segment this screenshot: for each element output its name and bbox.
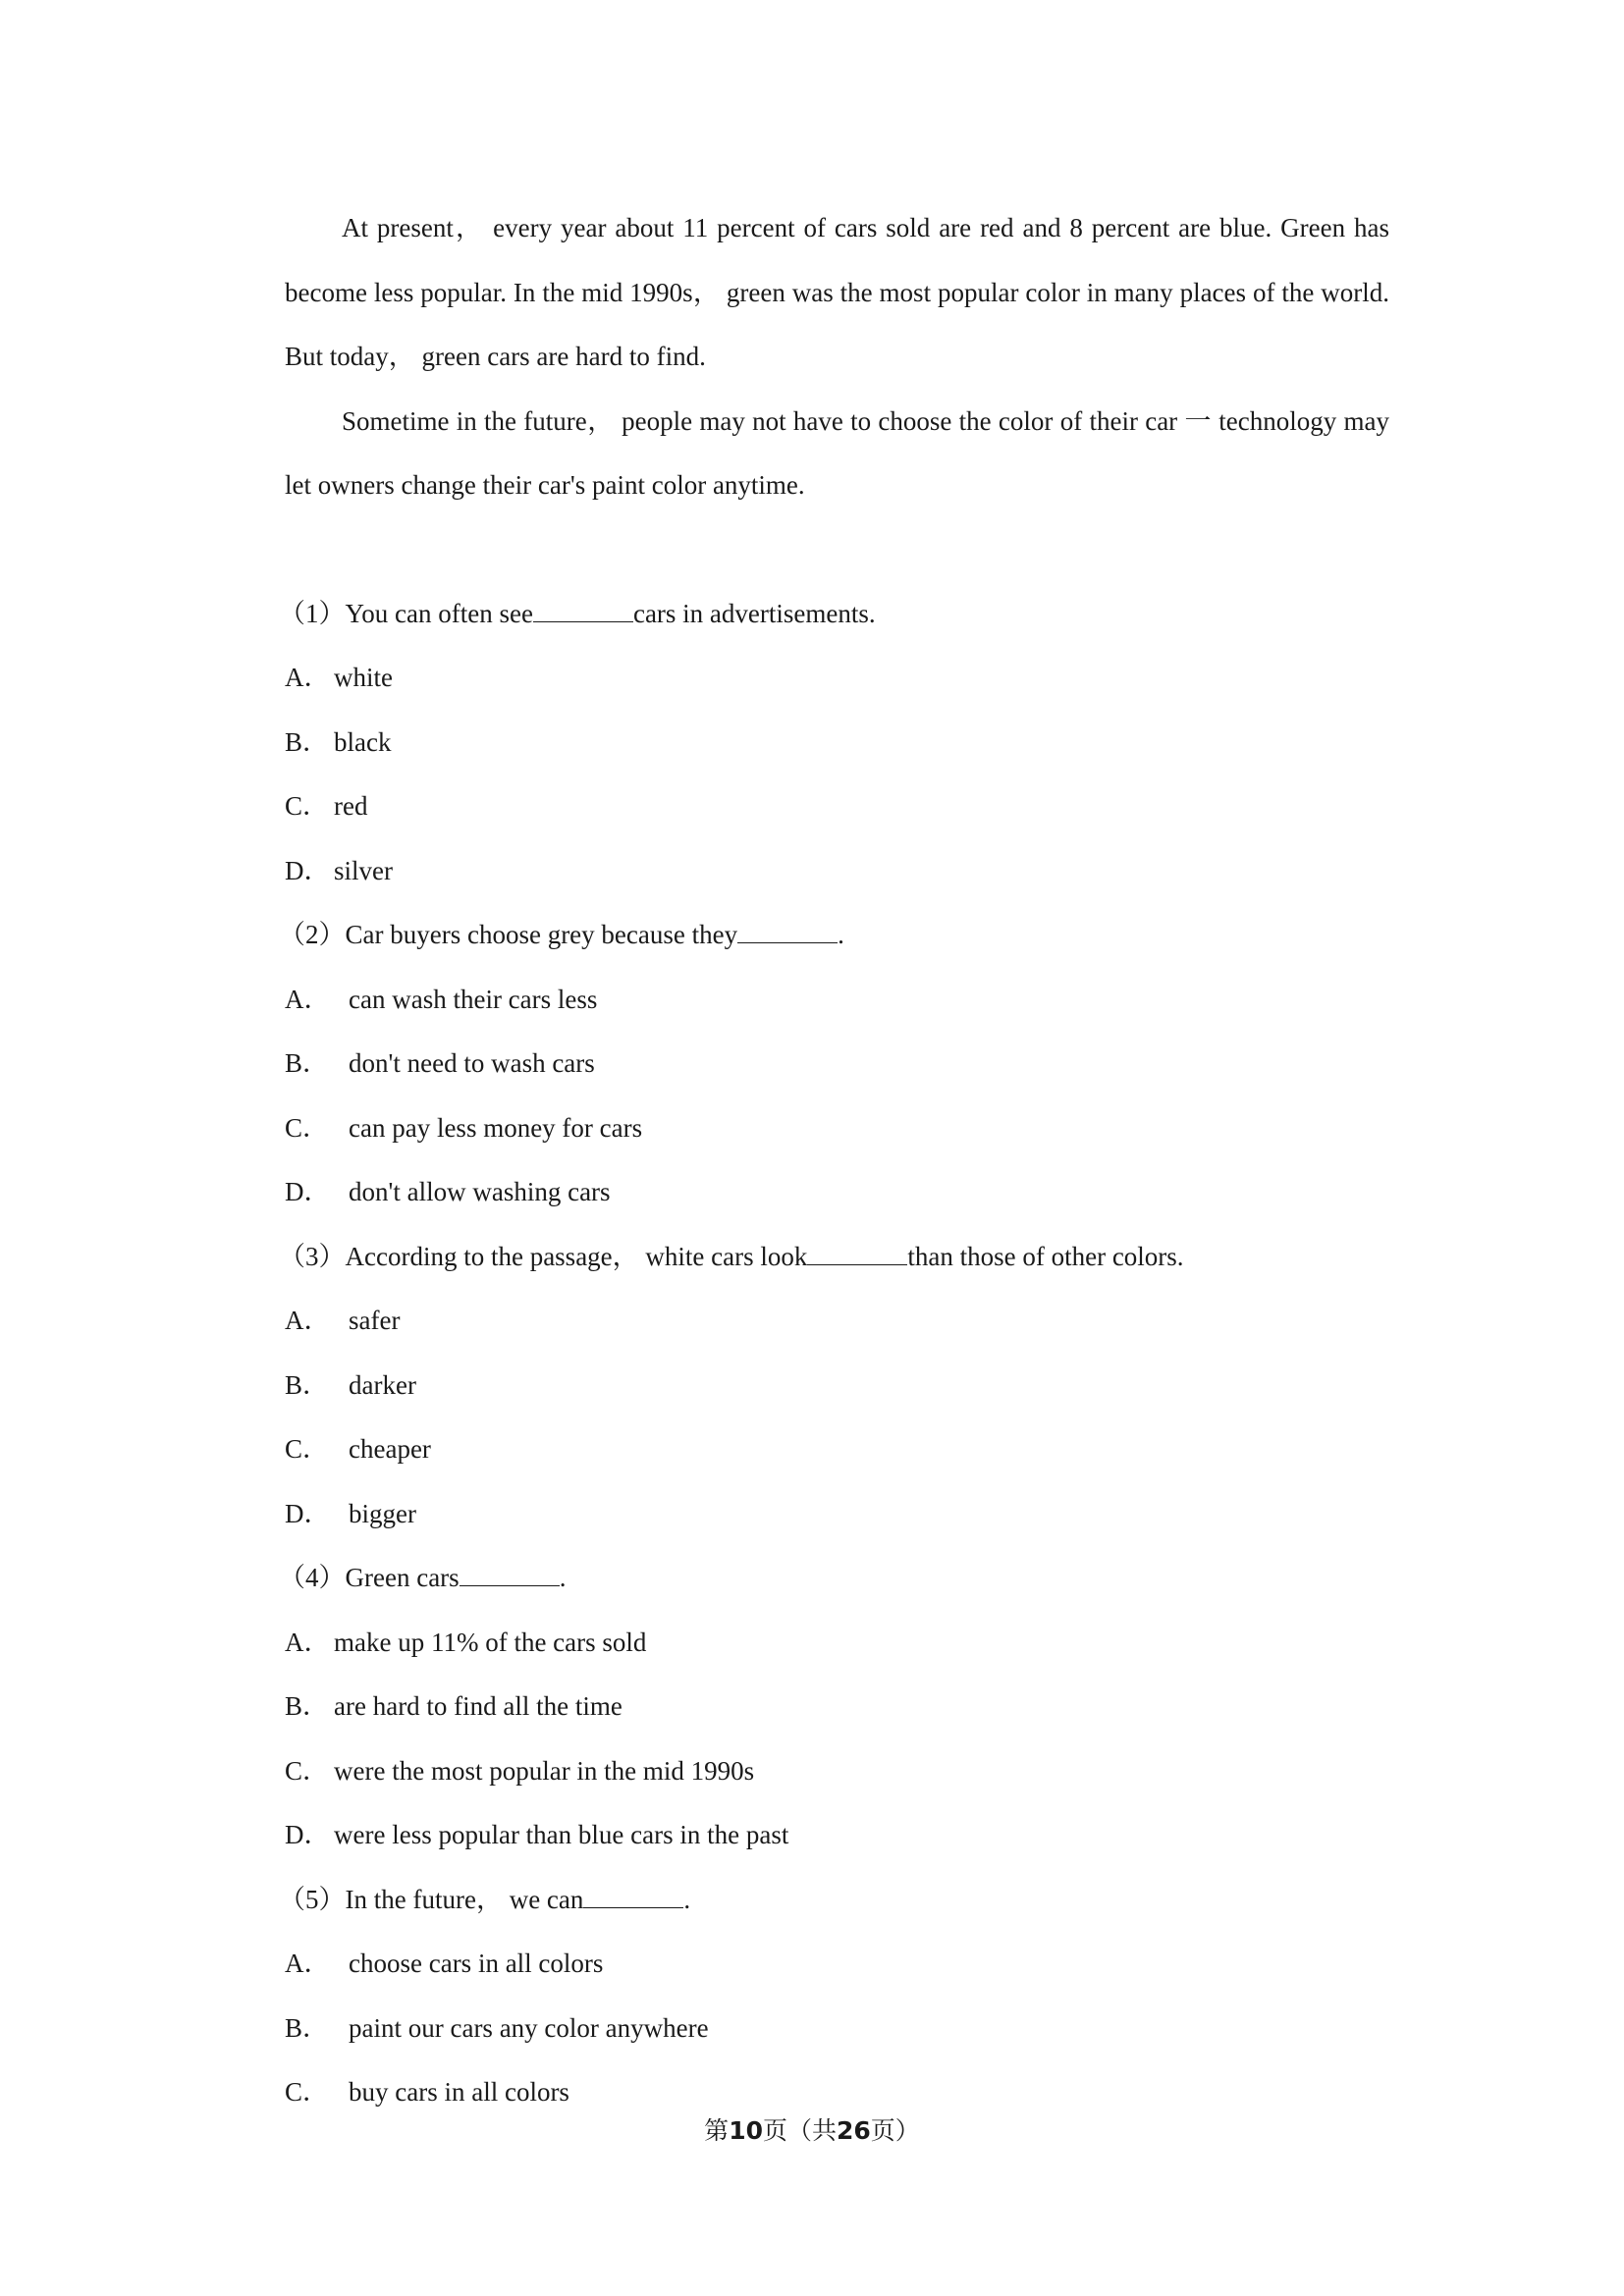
answer-option xyxy=(285,774,1389,839)
answer-option xyxy=(285,1354,1389,1418)
option-letter: A． xyxy=(285,663,331,692)
answer-option xyxy=(285,1417,1389,1482)
option-letter: A． xyxy=(285,984,331,1014)
answer-option xyxy=(285,1932,1389,1997)
question-list xyxy=(279,582,1389,2125)
option-letter: B． xyxy=(285,1048,330,1078)
option-text: can pay less money for cars xyxy=(349,1112,643,1143)
answer-option xyxy=(285,646,1389,711)
option-letter: D． xyxy=(285,1177,331,1206)
option-letter: D． xyxy=(285,855,331,885)
question-text: According to the passage， white cars look xyxy=(345,1241,808,1271)
section-gap xyxy=(285,518,1389,582)
answer-option xyxy=(285,1997,1389,2061)
answer-blank xyxy=(737,919,838,943)
option-text: choose cars in all colors xyxy=(349,1949,604,1978)
option-letter: A． xyxy=(285,1949,331,1978)
answer-option xyxy=(285,1289,1389,1354)
question-text-end: cars in advertisements. xyxy=(632,598,876,628)
option-text: silver xyxy=(334,855,393,885)
question-number: （3） xyxy=(279,1241,346,1271)
question-text: You can often see xyxy=(345,598,533,628)
footer-suffix: 页） xyxy=(870,2116,920,2145)
option-text: can wash their cars less xyxy=(349,984,598,1014)
option-text: bigger xyxy=(349,1498,416,1528)
option-text: make up 11% of the cars sold xyxy=(334,1627,647,1657)
footer-middle: 页（共 xyxy=(762,2116,837,2145)
option-letter: C． xyxy=(285,2077,330,2107)
option-letter: D． xyxy=(285,1820,331,1849)
footer-page-number: 10 xyxy=(729,2116,763,2145)
question-number: （1） xyxy=(279,598,346,628)
option-letter: B． xyxy=(285,1369,330,1400)
option-letter: C． xyxy=(285,1112,330,1143)
option-letter: A． xyxy=(285,1306,331,1335)
option-text: black xyxy=(334,726,392,757)
answer-option xyxy=(285,1096,1389,1161)
passage-paragraph-1: At present， every year about 11 percent of cars sold are red and 8 percent are blue. Green has become less popular. In the mid 1990s， green was the most popular color in many places of the world. But today， green cars are hard to find. xyxy=(285,213,1389,371)
option-text: were less popular than blue cars in the past xyxy=(334,1820,789,1849)
answer-option xyxy=(285,1160,1389,1225)
question-text-end: . xyxy=(559,1563,567,1592)
answer-option xyxy=(285,1482,1389,1547)
option-text: red xyxy=(334,791,368,821)
question-stem xyxy=(279,582,1389,647)
option-letter: C． xyxy=(285,1755,330,1786)
answer-blank xyxy=(583,1884,683,1908)
page-footer xyxy=(0,2111,1624,2147)
question-text-end: . xyxy=(838,920,844,949)
question-stem xyxy=(279,1225,1389,1290)
option-text: safer xyxy=(349,1306,401,1335)
question-number: （5） xyxy=(279,1884,346,1914)
question-number: （2） xyxy=(279,920,346,949)
answer-option xyxy=(285,839,1389,904)
answer-option xyxy=(285,1675,1389,1739)
option-text: were the most popular in the mid 1990s xyxy=(334,1755,755,1786)
answer-option xyxy=(285,1611,1389,1676)
option-letter: C． xyxy=(285,1434,330,1464)
question-text-end: . xyxy=(683,1884,691,1914)
option-text: don't need to wash cars xyxy=(349,1048,595,1078)
option-letter: B． xyxy=(285,1691,330,1721)
option-letter: C． xyxy=(285,791,330,821)
question-text: Car buyers choose grey because they xyxy=(345,920,738,949)
option-text: white xyxy=(334,663,393,692)
option-letter: B． xyxy=(285,2012,330,2043)
option-letter: B． xyxy=(285,726,330,757)
question-text-end: than those of other colors. xyxy=(907,1241,1184,1271)
question-stem xyxy=(279,903,1389,968)
option-text: cheaper xyxy=(349,1434,431,1464)
question-text: Green cars xyxy=(345,1563,460,1592)
option-text: buy cars in all colors xyxy=(349,2077,569,2107)
answer-option xyxy=(285,1803,1389,1868)
answer-blank xyxy=(807,1241,907,1265)
answer-blank xyxy=(533,598,633,622)
footer-prefix: 第 xyxy=(704,2116,730,2145)
question-number: （4） xyxy=(279,1563,346,1592)
answer-option xyxy=(285,1032,1389,1096)
option-text: don't allow washing cars xyxy=(349,1177,611,1206)
question-stem xyxy=(279,1546,1389,1611)
answer-option xyxy=(285,968,1389,1033)
option-text: paint our cars any color anywhere xyxy=(349,2012,709,2043)
option-text: are hard to find all the time xyxy=(334,1691,623,1721)
answer-blank xyxy=(460,1562,560,1586)
option-letter: A． xyxy=(285,1627,331,1657)
option-letter: D． xyxy=(285,1498,331,1528)
answer-option xyxy=(285,711,1389,775)
footer-total-pages: 26 xyxy=(837,2116,871,2145)
answer-option xyxy=(285,1739,1389,1804)
question-text: In the future， we can xyxy=(345,1884,584,1914)
option-text: darker xyxy=(349,1369,416,1400)
document-body xyxy=(279,196,1389,2125)
question-stem xyxy=(279,1868,1389,1933)
passage-paragraph-2: Sometime in the future， people may not have to choose the color of their car 一 technology may let owners change their car's paint color anytime. xyxy=(285,405,1389,500)
